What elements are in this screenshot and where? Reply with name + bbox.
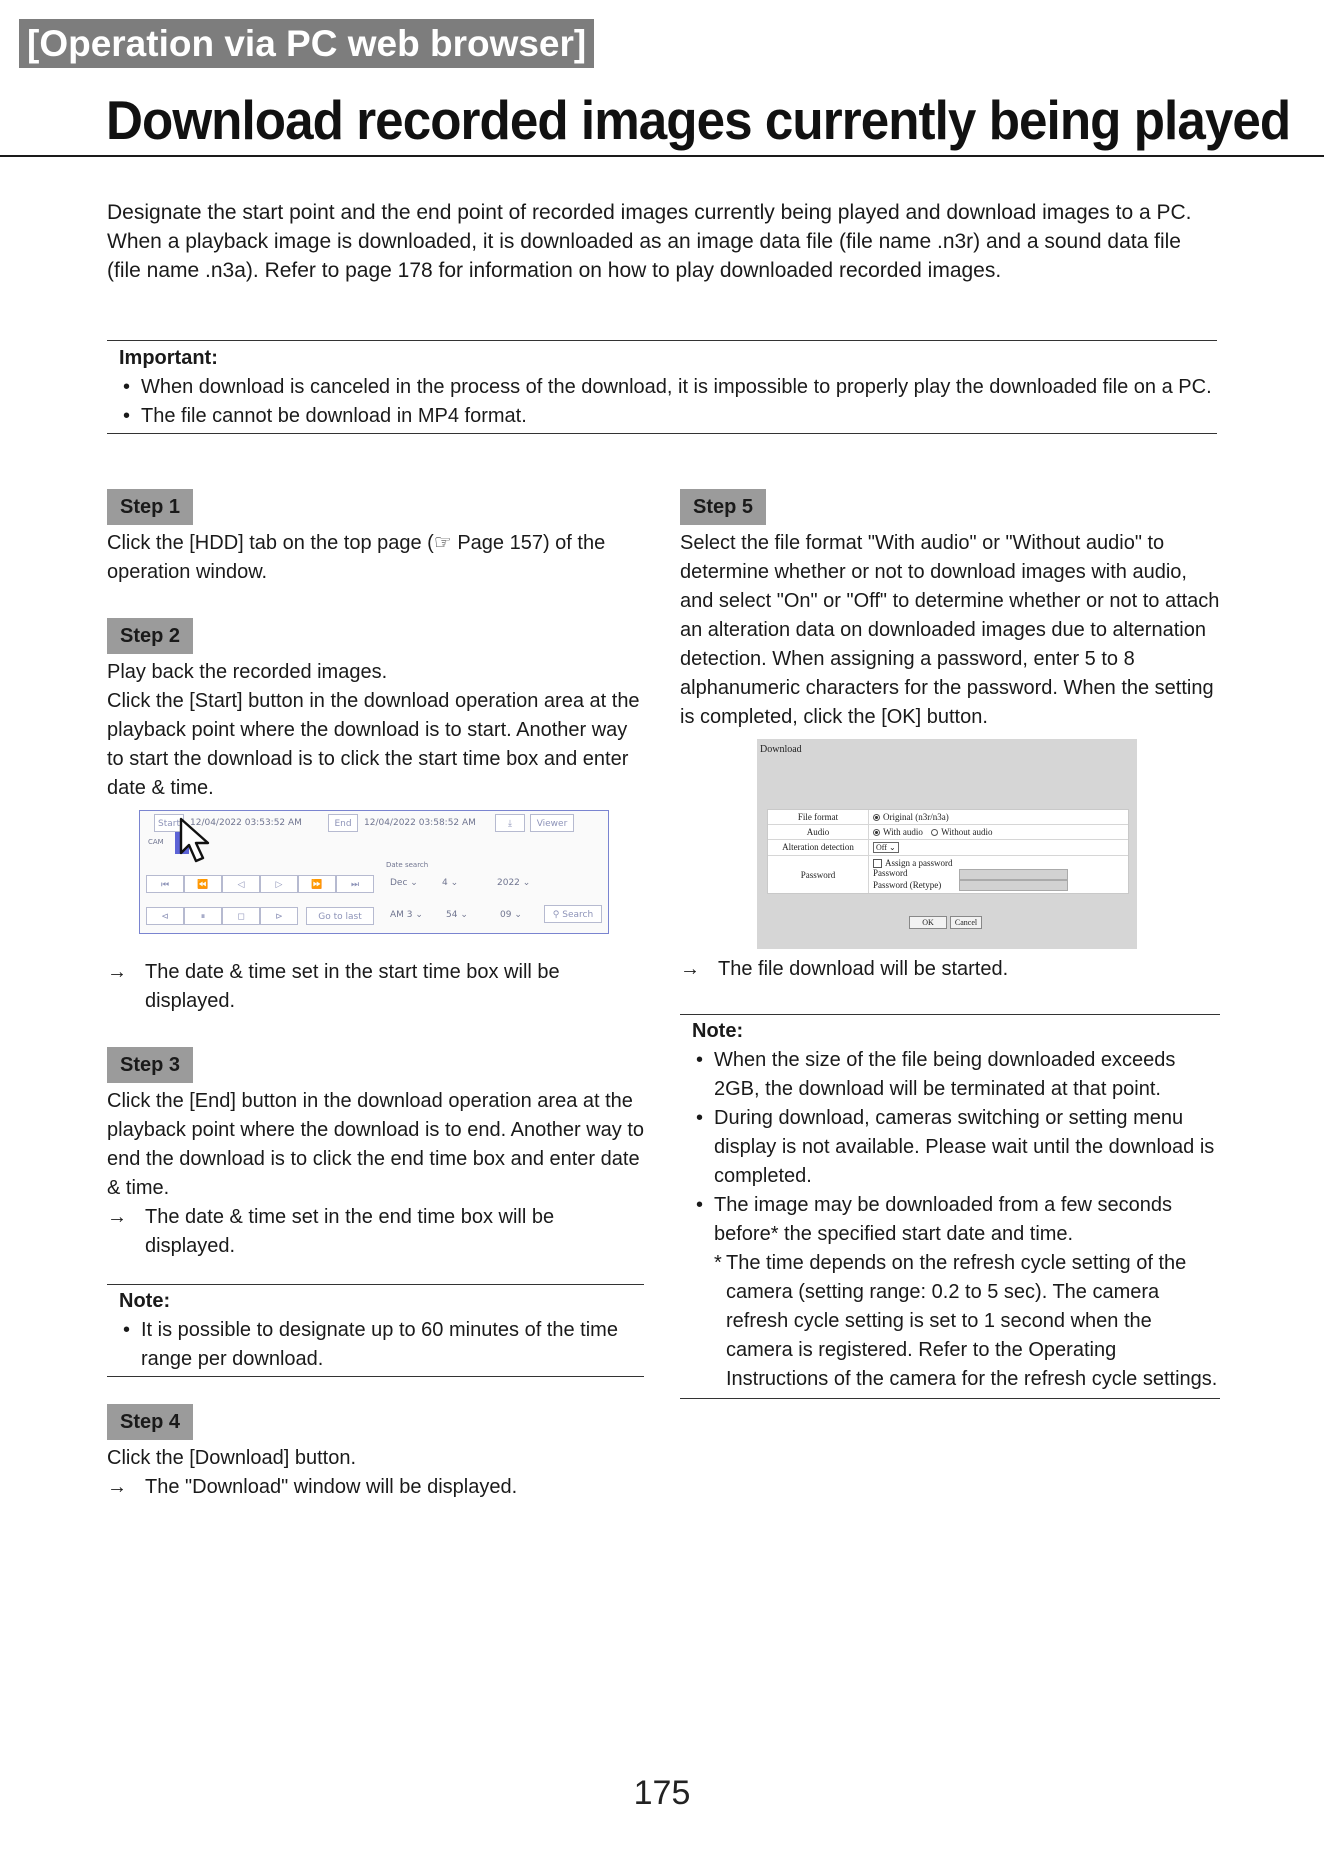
month-select[interactable]: Dec ⌄ <box>390 878 418 888</box>
dialog-settings-table <box>767 809 1129 894</box>
step-4-text: Click the [Download] button. <box>107 1447 357 1469</box>
skip-to-end-button[interactable]: ⏭ <box>336 875 374 893</box>
note-heading: Note: <box>692 1020 744 1042</box>
playback-control-screenshot <box>139 810 609 934</box>
assign-password-checkbox[interactable] <box>873 859 882 868</box>
step-5-text: Select the file format "With audio" or "Without audio" to determine whether or not to download images with audio, and select "On" or "Off" to determine whether or not to attach an alteration data on downloaded images due to alternation detection. When assigning a password, enter 5 to 8 alphanumeric characters for the password. When the setting is completed, click the [OK] button. <box>680 532 1220 728</box>
step-5 <box>680 489 1220 984</box>
alteration-select[interactable]: Off ⌄ <box>873 842 899 853</box>
day-select[interactable]: 4 ⌄ <box>442 878 459 888</box>
pause-button[interactable]: ⏸ <box>184 907 222 925</box>
cancel-button[interactable]: Cancel <box>950 916 982 929</box>
assign-password-label: Assign a password <box>885 858 953 868</box>
footnote-mark: * <box>714 1252 722 1274</box>
title-rule <box>0 155 1324 157</box>
step-2-result <box>107 958 644 1016</box>
step-3-text: Click the [End] button in the download operation area at the playback point where the download is to end. Another way to end the download is to click the end time box and enter date & time. <box>107 1090 645 1199</box>
search-button[interactable]: ⚲ Search <box>544 905 602 923</box>
important-heading: Important: <box>119 347 218 369</box>
step-5-result-text: The file download will be started. <box>718 958 1009 980</box>
right-column <box>680 489 1220 1399</box>
note-item: • When the size of the file being downloaded exceeds 2GB, the download will be terminated at that point. <box>692 1046 1220 1104</box>
note-box-left <box>107 1284 644 1377</box>
step-2-result-text: The date & time set in the start time box will be displayed. <box>145 961 560 1012</box>
file-format-option: Original (n3r/n3a) <box>883 812 949 822</box>
dialog-title: Download <box>760 744 802 755</box>
cam-label: CAM <box>148 838 164 846</box>
second-select[interactable]: 09 ⌄ <box>500 910 522 920</box>
password-retype-input[interactable] <box>959 880 1068 891</box>
mouse-cursor-icon <box>178 817 224 865</box>
step-3-label: Step 3 <box>107 1047 193 1083</box>
intro-paragraph-1: Designate the start point and the end point of recorded images currently being played and download images to a PC. <box>107 201 1192 224</box>
frame-forward-button[interactable]: ⊳ <box>260 907 298 925</box>
radio-icon[interactable] <box>873 814 880 821</box>
file-format-label: File format <box>768 810 869 824</box>
note-item: • During download, cameras switching or setting menu display is not available. Please wait until the download is completed. <box>692 1104 1220 1191</box>
download-dialog-screenshot <box>757 739 1137 949</box>
year-select[interactable]: 2022 ⌄ <box>497 878 531 888</box>
with-audio-label: With audio <box>883 827 923 837</box>
step-5-result <box>680 955 1220 984</box>
step-1-label: Step 1 <box>107 489 193 525</box>
arrow-icon: → <box>107 1206 127 1228</box>
reverse-play-button[interactable]: ◁ <box>222 875 260 893</box>
frame-back-button[interactable]: ⊲ <box>146 907 184 925</box>
fast-rewind-button[interactable]: ⏪ <box>184 875 222 893</box>
skip-to-start-button[interactable]: ⏮ <box>146 875 184 893</box>
step-5-label: Step 5 <box>680 489 766 525</box>
note-footnote <box>692 1249 1220 1394</box>
start-time-box[interactable]: 12/04/2022 03:53:52 AM <box>190 818 302 828</box>
ampm-hour-select[interactable]: AM 3 ⌄ <box>390 910 423 920</box>
step-2-label: Step 2 <box>107 618 193 654</box>
password-input[interactable] <box>959 869 1068 880</box>
step-3-result <box>107 1203 644 1261</box>
audio-label: Audio <box>768 825 869 839</box>
page-number: 175 <box>633 1774 691 1812</box>
step-4-result <box>107 1473 644 1502</box>
file-format-row <box>768 810 1128 825</box>
intro-text <box>107 198 1219 285</box>
minute-select[interactable]: 54 ⌄ <box>446 910 468 920</box>
note-heading: Note: <box>119 1290 171 1312</box>
end-time-box[interactable]: 12/04/2022 03:58:52 AM <box>364 818 476 828</box>
password-retype-label: Password (Retype) <box>873 879 942 890</box>
step-3 <box>107 1047 644 1261</box>
arrow-icon: → <box>107 961 127 983</box>
stop-button[interactable]: ◻ <box>222 907 260 925</box>
audio-row <box>768 825 1128 840</box>
alteration-label: Alteration detection <box>768 840 869 855</box>
step-1-text: Click the [HDD] tab on the top page (☞ Page 157) of the operation window. <box>107 532 606 583</box>
date-search-label: Date search <box>386 861 429 869</box>
left-column <box>107 489 644 1502</box>
password-label: Password <box>768 856 869 893</box>
viewer-button[interactable]: Viewer <box>530 814 574 832</box>
fast-forward-button[interactable]: ⏩ <box>298 875 336 893</box>
step-2 <box>107 618 644 1016</box>
section-tag: [Operation via PC web browser] <box>19 19 594 68</box>
start-button[interactable]: Start <box>154 814 184 832</box>
step-4-result-text: The "Download" window will be displayed. <box>145 1476 518 1498</box>
play-button[interactable]: ▷ <box>260 875 298 893</box>
download-icon: ⤓ <box>508 819 512 829</box>
ok-button[interactable]: OK <box>909 916 947 929</box>
alteration-row <box>768 840 1128 856</box>
step-2-line-1: Play back the recorded images. <box>107 661 388 683</box>
without-audio-radio[interactable] <box>931 829 938 836</box>
step-3-result-text: The date & time set in the end time box will be displayed. <box>145 1206 555 1257</box>
page-title: Download recorded images currently being played <box>106 89 1291 151</box>
step-2-line-2: Click the [Start] button in the download operation area at the playback point where the download is to start. Another way to start the download is to click the start time box and enter date & time. <box>107 690 640 799</box>
note-item: • The image may be downloaded from a few seconds before* the specified start date and time. <box>692 1191 1220 1249</box>
step-4 <box>107 1404 644 1502</box>
end-button[interactable]: End <box>328 814 358 832</box>
with-audio-radio[interactable] <box>873 829 880 836</box>
go-to-last-button[interactable]: Go to last <box>306 907 374 925</box>
without-audio-label: Without audio <box>941 827 993 837</box>
important-item: • The file cannot be download in MP4 format. <box>119 402 1217 431</box>
step-4-label: Step 4 <box>107 1404 193 1440</box>
password-row <box>768 856 1128 893</box>
note-box-right <box>680 1014 1220 1399</box>
step-1 <box>107 489 644 587</box>
important-item: • When download is canceled in the process of the download, it is impossible to properly play the downloaded file on a PC. <box>119 373 1217 402</box>
arrow-icon: → <box>107 1476 127 1498</box>
password-field-label: Password <box>873 868 908 879</box>
footnote-text: The time depends on the refresh cycle setting of the camera (setting range: 0.2 to 5 sec). The camera refresh cycle setting is set to 1 second when the camera is registered. Refer to the Operating Instructions of the camera for the refresh cycle settings. <box>726 1252 1218 1390</box>
important-box <box>107 340 1217 434</box>
search-icon: ⚲ <box>552 910 560 920</box>
note-item: • It is possible to designate up to 60 minutes of the time range per download. <box>119 1316 644 1374</box>
download-button[interactable] <box>495 814 525 832</box>
arrow-icon: → <box>680 958 700 980</box>
intro-paragraph-2: When a playback image is downloaded, it is downloaded as an image data file (file name .n3r) and a sound data file (file name .n3a). Refer to page 178 for information on how to play downloaded recorded images. <box>107 230 1181 282</box>
